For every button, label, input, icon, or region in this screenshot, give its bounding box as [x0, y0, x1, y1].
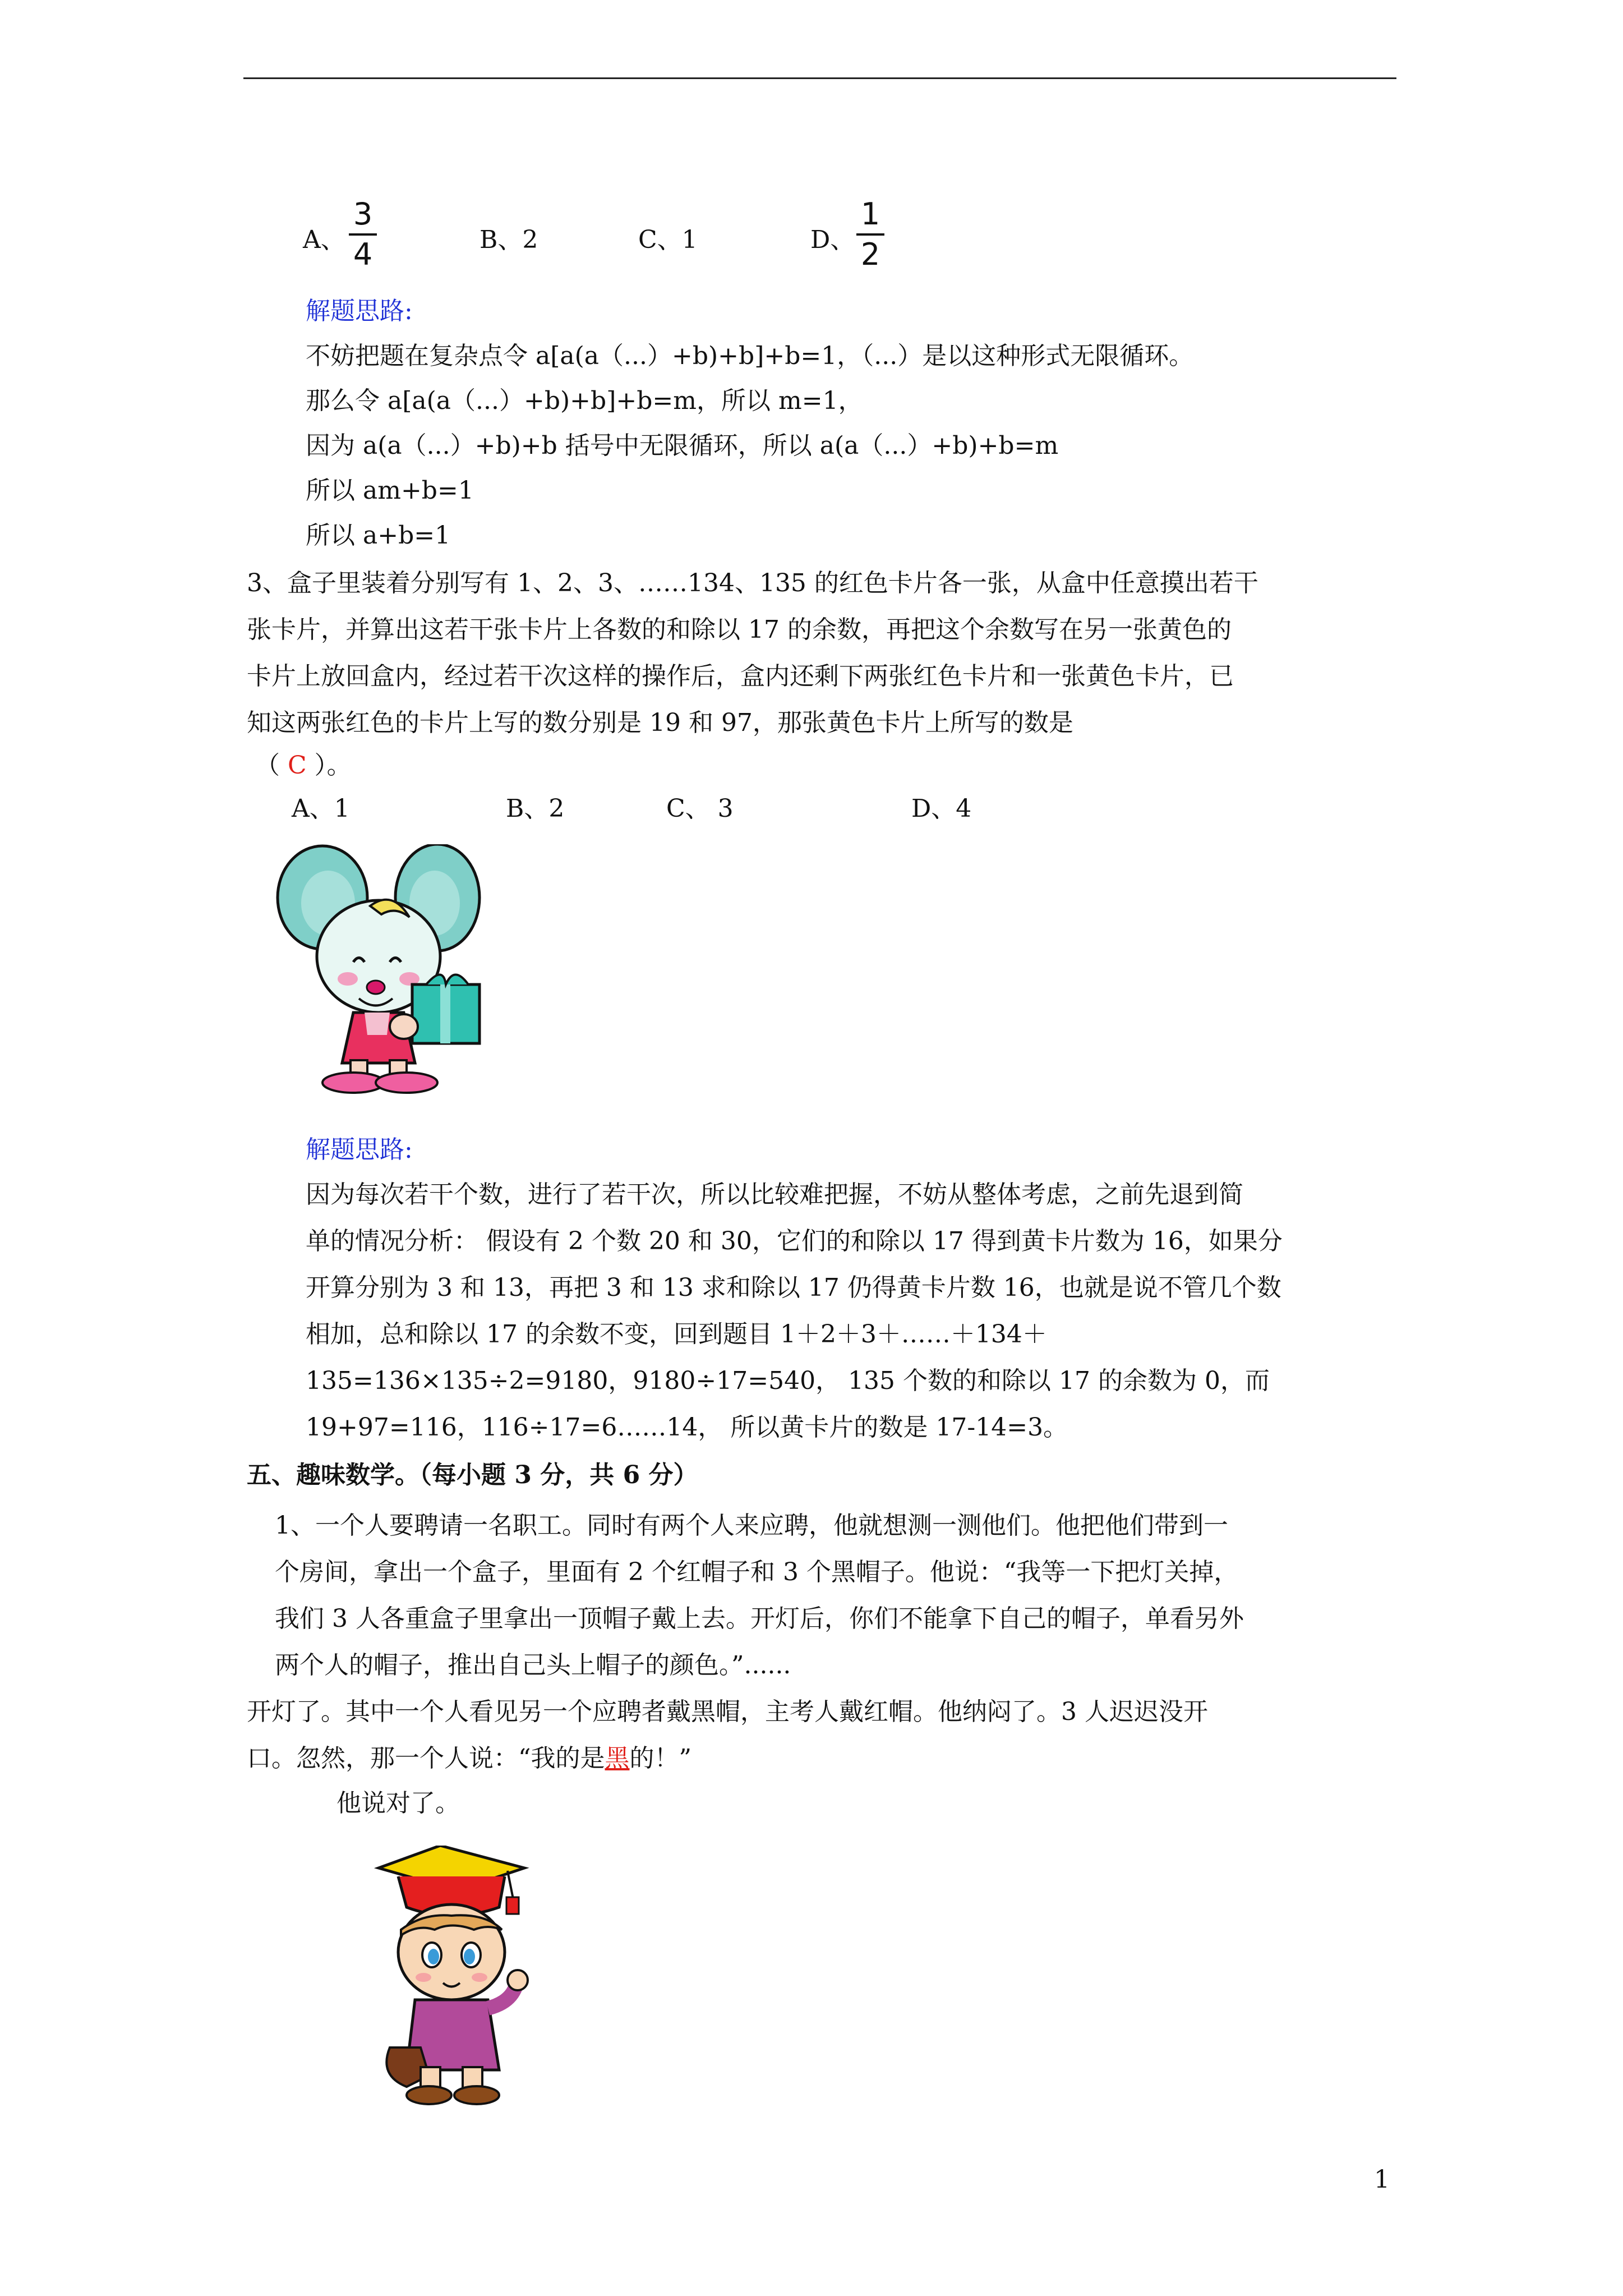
option-b: B、2 — [479, 226, 538, 254]
answer-line — [255, 749, 352, 783]
solution-title: 解题思路: — [306, 1135, 413, 1164]
fraction-bar — [856, 233, 884, 236]
fraction-denominator: 4 — [353, 237, 373, 272]
story-last-line — [247, 1742, 691, 1775]
option-c: C、 3 — [666, 794, 734, 823]
solution-line: 单的情况分析： 假设有 2 个数 20 和 30，它们的和除以 17 得到黄卡片数为 16，如果分 — [306, 1227, 1283, 1255]
question-line: 张卡片，并算出这若干张卡片上各数的和除以 17 的余数，再把这个余数写在另一张黄色的 — [247, 615, 1232, 644]
fraction-numerator: 3 — [353, 196, 373, 232]
option-a-label: A、 — [303, 226, 345, 254]
story-line: 1、一个人要聘请一名职工。同时有两个人来应聘，他就想测一测他们。他把他们带到一 — [275, 1511, 1228, 1540]
story-text: 的！” — [629, 1744, 691, 1773]
option-b: B、2 — [506, 794, 565, 823]
header-rule — [243, 77, 1396, 79]
solution-line: 相加，总和除以 17 的余数不变，回到题目 1＋2＋3＋……＋134＋ — [306, 1320, 1047, 1349]
option-d-fraction — [856, 197, 884, 272]
story-line: 我们 3 人各重盒子里拿出一顶帽子戴上去。开灯后，你们不能拿下自己的帽子，单看另外 — [275, 1604, 1244, 1633]
solution-line: 那么令 a[a(a（...）+b)+b]+b=m，所以 m=1， — [306, 386, 863, 415]
fraction-bar — [349, 233, 377, 236]
option-a: A、1 — [292, 794, 350, 823]
question-line: 3、盒子里装着分别写有 1、2、3、……134、135 的红色卡片各一张，从盒中任意摸出若干 — [247, 569, 1258, 597]
answer-close: ）。 — [306, 751, 352, 780]
section-title: 五、趣味数学。（每小题 3 分，共 6 分） — [247, 1461, 698, 1489]
highlighted-word: 黑 — [605, 1744, 630, 1773]
answer-open: （ — [255, 751, 288, 780]
story-line: 开灯了。其中一个人看见另一个应聘者戴黑帽，主考人戴红帽。他纳闷了。3 人迟迟没开 — [247, 1697, 1208, 1726]
option-c: C、1 — [638, 226, 698, 254]
solution-line: 所以 a+b=1 — [306, 521, 451, 550]
fraction-numerator: 1 — [860, 196, 880, 232]
question-line: 卡片上放回盒内，经过若干次这样的操作后，盒内还剩下两张红色卡片和一张黄色卡片，已 — [247, 662, 1234, 691]
solution-line: 因为每次若干个数，进行了若干次，所以比较难把握，不妨从整体考虑，之前先退到简 — [306, 1180, 1243, 1209]
solution-line: 不妨把题在复杂点令 a[a(a（...）+b)+b]+b=1，（...）是以这种形式无限循环。 — [306, 342, 1194, 370]
option-d: D、4 — [911, 794, 972, 823]
story-line: 两个人的帽子，推出自己头上帽子的颜色。”...... — [275, 1651, 791, 1680]
solution-title: 解题思路: — [306, 297, 413, 325]
solution-line: 135=136×135÷2=9180，9180÷17=540， 135 个数的和除以 17 的余数为 0，而 — [306, 1366, 1270, 1395]
option-d-label: D、 — [810, 226, 855, 254]
story-closing: 他说对了。 — [336, 1789, 460, 1818]
question-line: 知这两张红色的卡片上写的数分别是 19 和 97，那张黄色卡片上所写的数是 — [247, 708, 1073, 737]
graduate-cartoon-illustration — [367, 1846, 541, 2106]
option-a-fraction — [349, 197, 377, 272]
story-line: 个房间，拿出一个盒子，里面有 2 个红帽子和 3 个黑帽子。他说：“我等一下把灯关掉， — [275, 1558, 1239, 1586]
solution-line: 所以 am+b=1 — [306, 476, 474, 505]
story-text: 口。忽然，那一个人说：“我的是 — [247, 1744, 605, 1773]
fraction-denominator: 2 — [860, 237, 880, 272]
answer-value: C — [288, 751, 307, 780]
solution-line: 开算分别为 3 和 13，再把 3 和 13 求和除以 17 仍得黄卡片数 16，也就是说不管几个数 — [306, 1273, 1281, 1302]
solution-line: 19+97=116，116÷17=6……14， 所以黄卡片的数是 17-14=3。 — [306, 1413, 1068, 1442]
mouse-cartoon-illustration — [275, 844, 499, 1097]
page-number: 1 — [1374, 2165, 1390, 2194]
solution-line: 因为 a(a（...）+b)+b 括号中无限循环，所以 a(a（...）+b)+b=m — [306, 431, 1059, 460]
